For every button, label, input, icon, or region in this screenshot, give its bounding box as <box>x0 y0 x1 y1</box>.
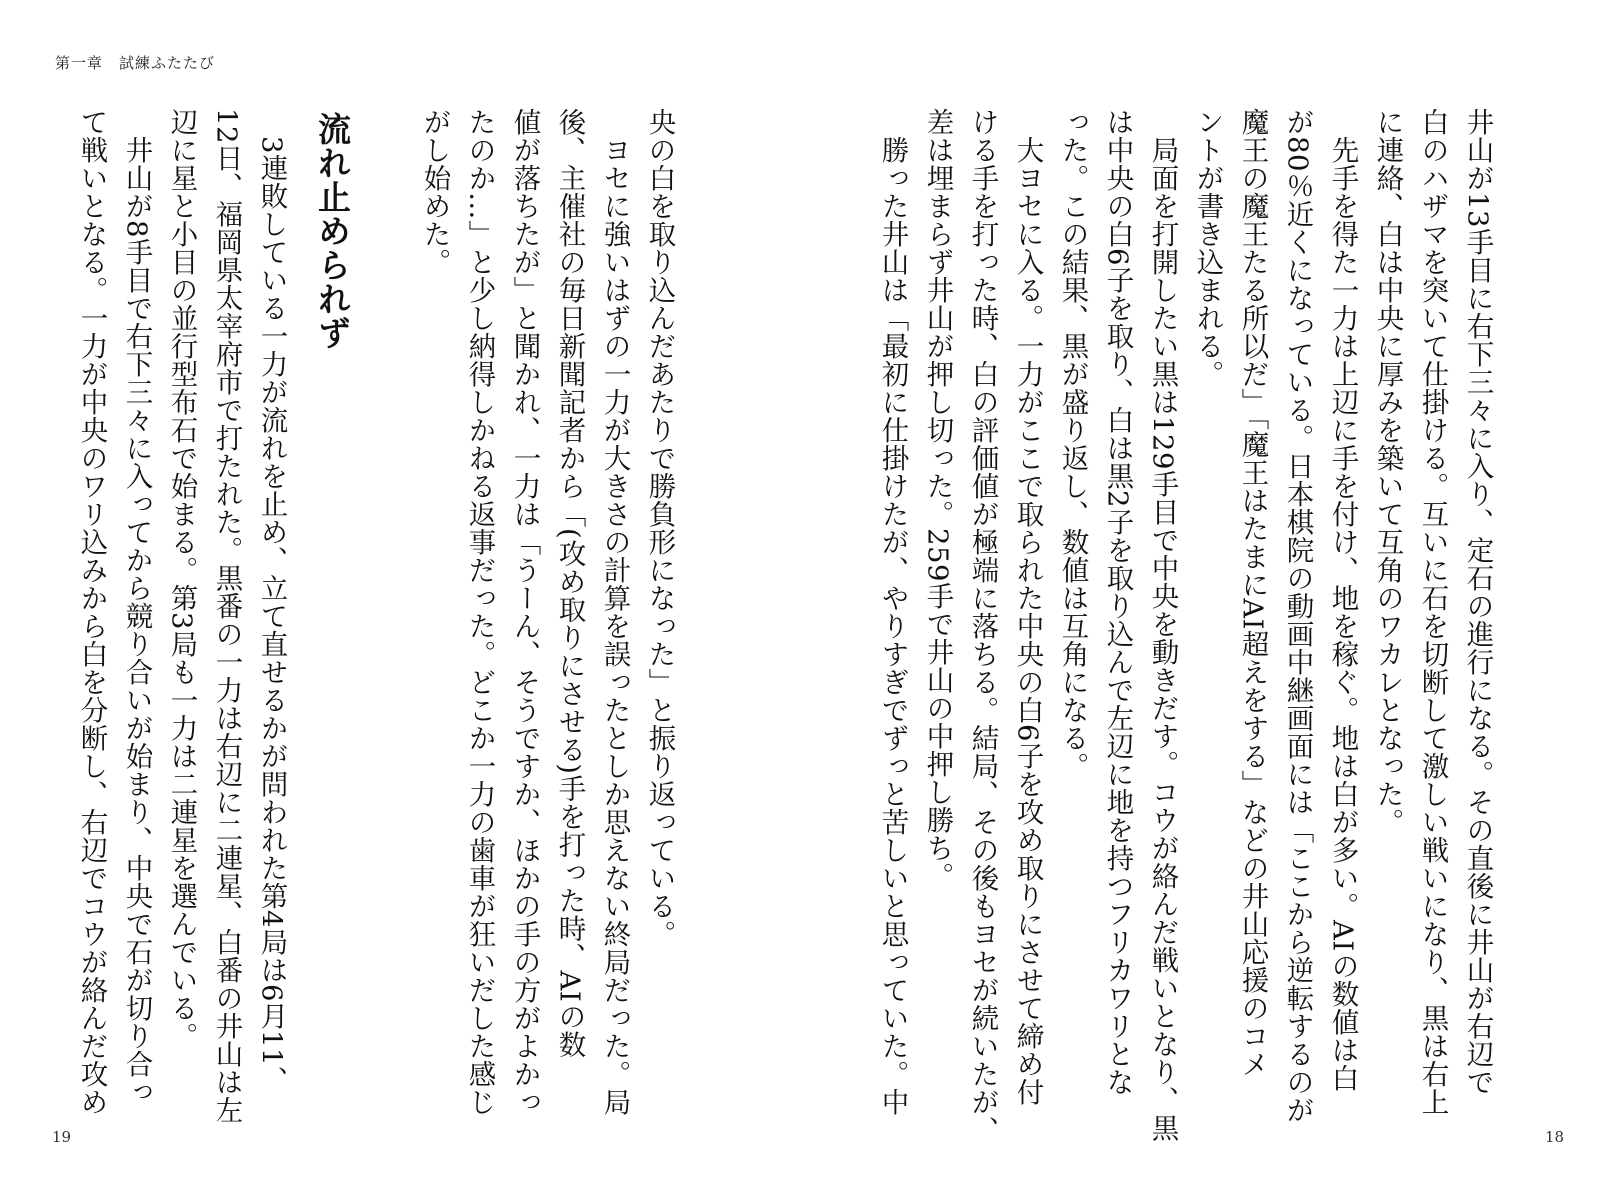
text-column: 白のハザマを突いて仕掛ける。互いに石を切断して激しい戦いになり、黒は右上 <box>1416 108 1449 1116</box>
page-number-left: 19 <box>52 1128 72 1146</box>
running-head: 第一章 試練ふたたび <box>55 54 216 72</box>
text-column: ける手を打った時、白の評価値が極端に落ちる。結局、その後もヨセが続いたが、 <box>966 108 999 1144</box>
text-column: 央の白を取り込んだあたりで勝負形になった」と振り返っている。 <box>643 108 676 948</box>
text-column: 先手を得た一力は上辺に手を付け、地を稼ぐ。地は白が多い。AIの数値は白 <box>1326 136 1359 1092</box>
text-column: 辺に星と小目の並行型布石で始まる。第3局も一力は二連星を選んでいる。 <box>165 108 198 1050</box>
text-column: 井山が8手目で右下三々に入ってから競り合いが始まり、中央で石が切り合っ <box>120 136 153 1106</box>
text-column: は中央の白6子を取り、白は黒2子を取り込んで左辺に地を持つフリカワリとな <box>1101 108 1134 1096</box>
text-column: たのか…」と少し納得しかねる返事だった。どこか一力の歯車が狂いだした感じ <box>463 108 496 1116</box>
text-column: がし始めた。 <box>418 108 451 276</box>
text-column: 差は埋まらず井山が押し切った。259手で井山の中押し勝ち。 <box>921 108 954 890</box>
text-column: ヨセに強いはずの一力が大きさの計算を誤ったとしか思えない終局だった。局 <box>598 136 631 1116</box>
text-column: 12日、福岡県太宰府市で打たれた。黒番の一力は右辺に二連星、白番の井山は左 <box>210 108 243 1124</box>
text-column: 局面を打開したい黒は129手目で中央を動きだす。コウが絡んだ戦いとなり、黒 <box>1146 136 1179 1142</box>
text-column: 3連敗している一力が流れを止め、立て直せるかが問われた第4局は6月11、 <box>255 136 288 1094</box>
text-column: 後、主催社の毎日新聞記者から「(攻め取りにさせる)手を打った時、AIの数 <box>553 108 586 1059</box>
section-heading: 流れ止められず <box>313 112 352 350</box>
text-column: 大ヨセに入る。一力がここで取られた中央の白6子を攻め取りにさせて締め付 <box>1011 136 1044 1106</box>
text-column: 勝った井山は「最初に仕掛けたが、やりすぎでずっと苦しいと思っていた。中 <box>876 136 909 1116</box>
text-column: 値が落ちたが」と聞かれ、一力は「うーん、そうですか、ほかの手の方がよかっ <box>508 108 541 1116</box>
text-column: った。この結果、黒が盛り返し、数値は互角になる。 <box>1056 108 1089 780</box>
text-column: ントが書き込まれる。 <box>1191 108 1224 388</box>
text-column: が80％近くになっている。日本棋院の動画中継画面には「ここから逆転するのが <box>1281 108 1314 1124</box>
text-column: に連絡、白は中央に厚みを築いて互角のワカレとなった。 <box>1371 108 1404 836</box>
text-column: 魔王の魔王たる所以だ」「魔王はたまにAI超えをする」などの井山応援のコメ <box>1236 108 1269 1078</box>
text-column: て戦いとなる。一力が中央のワリ込みから白を分断し、右辺でコウが絡んだ攻め <box>75 108 108 1116</box>
text-column: 井山が13手目に右下三々に入り、定石の進行になる。その直後に井山が右辺で <box>1461 108 1494 1096</box>
page-number-right: 18 <box>1545 1128 1565 1146</box>
